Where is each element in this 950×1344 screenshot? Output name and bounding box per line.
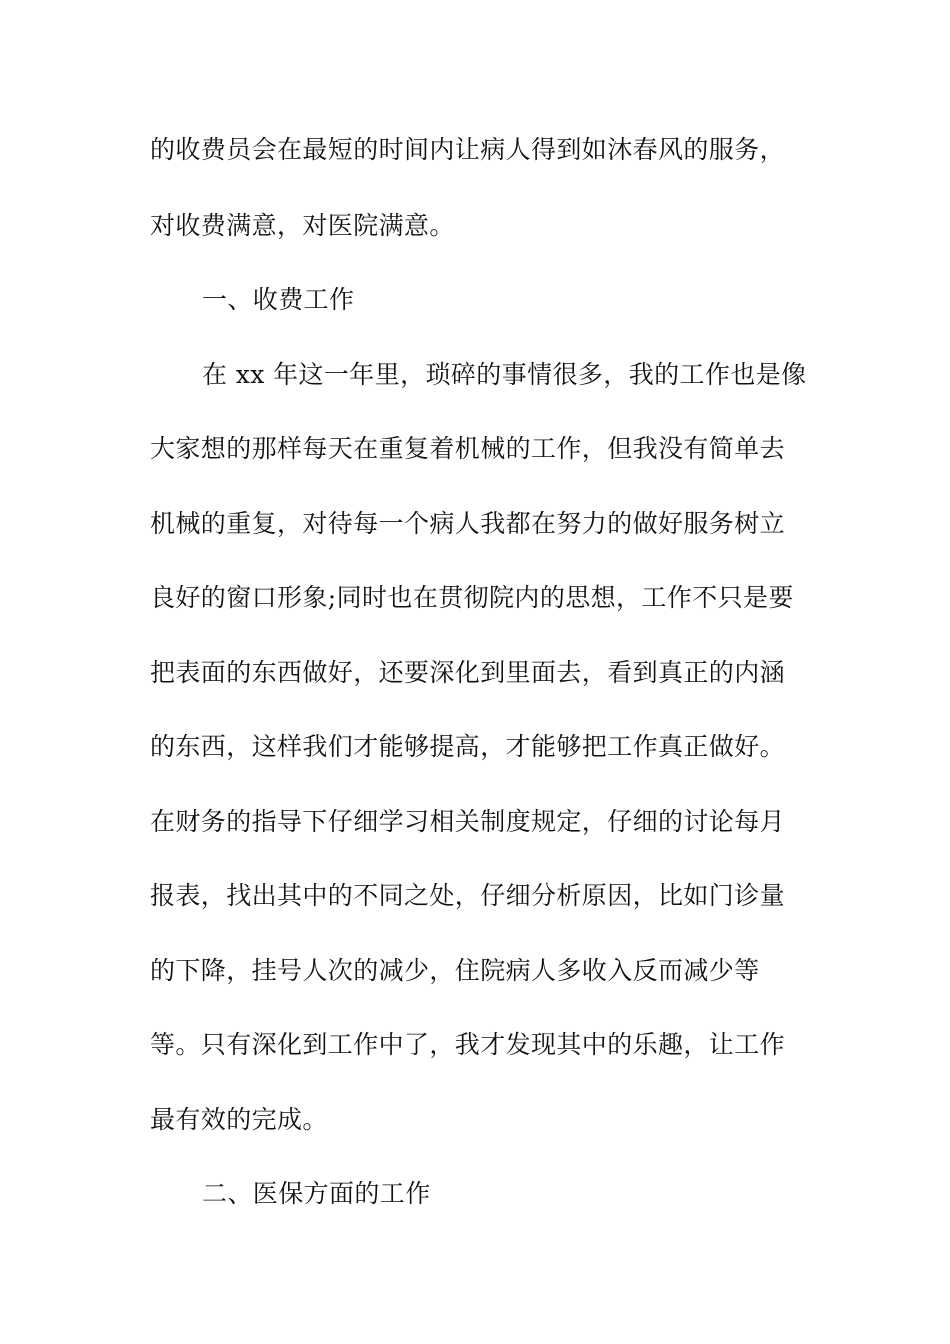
text-line-2: 对收费满意，对医院满意。 [150, 211, 455, 240]
text-line-1: 的收费员会在最短的时间内让病人得到如沐春风的服务， [150, 135, 786, 164]
text-line-10: 在财务的指导下仔细学习相关制度规定，仔细的讨论每月 [150, 807, 786, 836]
text-line-8: 把表面的东西做好，还要深化到里面去，看到真正的内涵 [150, 658, 786, 687]
text-line-14: 最有效的完成。 [150, 1105, 328, 1134]
text-line-7: 良好的窗口形象;同时也在贯彻院内的思想，工作不只是要 [150, 583, 794, 612]
text-line-12: 的下降，挂号人次的减少，住院病人多收入反而减少等 [150, 956, 760, 985]
section-heading-2: 二、医保方面的工作 [202, 1179, 431, 1208]
text-line-9: 的东西，这样我们才能够提高，才能够把工作真正做好。 [150, 732, 786, 761]
text-line-13: 等。只有深化到工作中了，我才发现其中的乐趣，让工作 [150, 1030, 786, 1059]
section-heading-1: 一、收费工作 [202, 285, 355, 314]
text-line-4: 在 xx 年这一年里，琐碎的事情很多，我的工作也是像 [202, 360, 807, 389]
text-line-5: 大家想的那样每天在重复着机械的工作，但我没有简单去 [150, 434, 786, 463]
text-line-11: 报表，找出其中的不同之处，仔细分析原因，比如门诊量 [150, 881, 786, 910]
text-line-6: 机械的重复，对待每一个病人我都在努力的做好服务树立 [150, 509, 786, 538]
